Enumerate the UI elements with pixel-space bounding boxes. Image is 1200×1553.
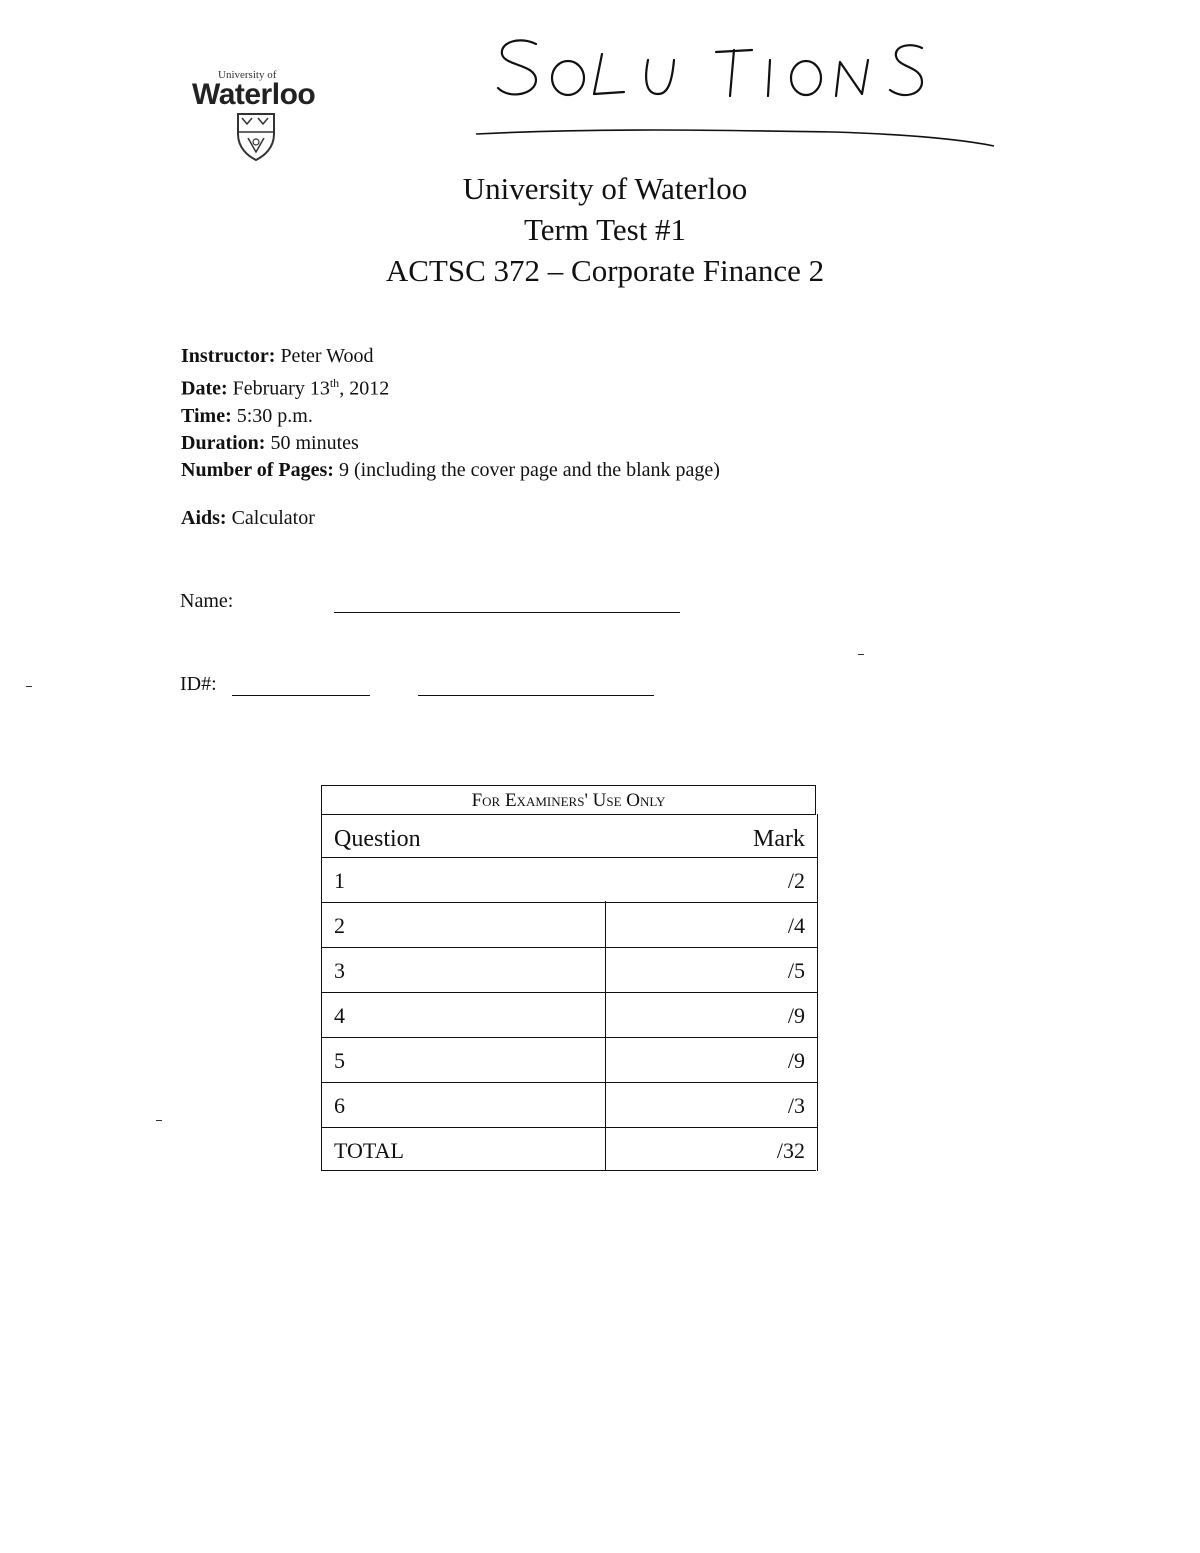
exam-info bbox=[181, 343, 720, 484]
exam-title-block bbox=[250, 168, 960, 291]
instructor-line bbox=[181, 343, 720, 370]
pages-line bbox=[181, 457, 720, 484]
table-bottom-border bbox=[321, 1170, 816, 1171]
name-label: Name: bbox=[180, 590, 234, 612]
table-row bbox=[321, 857, 818, 903]
total-mark[interactable]: /32 bbox=[776, 1138, 805, 1163]
scan-mark bbox=[26, 686, 32, 687]
name-field[interactable] bbox=[334, 612, 680, 613]
question-number: 3 bbox=[334, 958, 345, 983]
university-title: University of Waterloo bbox=[462, 171, 748, 206]
university-logo bbox=[190, 66, 330, 166]
handwritten-solutions bbox=[490, 30, 930, 110]
test-title: Term Test #1 bbox=[523, 212, 687, 247]
question-number: 1 bbox=[334, 868, 345, 893]
mark-column-header: Mark bbox=[753, 826, 805, 852]
id-label: ID#: bbox=[180, 673, 217, 695]
pages-value: 9 (including the cover page and the blank page) bbox=[338, 458, 720, 481]
question-mark[interactable]: /2 bbox=[787, 868, 805, 893]
aids-line bbox=[181, 507, 315, 530]
duration-label: Duration: bbox=[181, 431, 266, 454]
logo-wordmark: Waterloo bbox=[192, 78, 316, 111]
pages-label: Number of Pages: bbox=[181, 458, 334, 481]
total-label: TOTAL bbox=[334, 1138, 404, 1163]
logo-small-text: University of bbox=[218, 69, 277, 81]
time-line bbox=[181, 403, 720, 430]
question-mark[interactable]: /5 bbox=[787, 958, 805, 983]
instructor-value: Peter Wood bbox=[280, 345, 374, 367]
table-row bbox=[321, 947, 818, 993]
instructor-label: Instructor: bbox=[181, 345, 276, 367]
question-number: 2 bbox=[334, 913, 345, 938]
date-value: February 13 bbox=[232, 377, 330, 400]
scan-mark bbox=[156, 1120, 162, 1121]
scan-mark bbox=[858, 654, 864, 655]
time-label: Time: bbox=[181, 404, 232, 427]
course-title: ACTSC 372 – Corporate Finance 2 bbox=[385, 253, 825, 288]
table-row-total bbox=[321, 1127, 818, 1171]
handwritten-underline bbox=[474, 126, 999, 150]
question-number: 4 bbox=[334, 1003, 345, 1028]
question-number: 5 bbox=[334, 1048, 345, 1073]
question-mark[interactable]: /9 bbox=[787, 1003, 805, 1028]
table-header-row bbox=[321, 814, 818, 857]
date-line bbox=[181, 370, 720, 403]
time-value: 5:30 p.m. bbox=[236, 404, 313, 427]
column-divider bbox=[605, 901, 606, 1171]
duration-line bbox=[181, 430, 720, 457]
aids-label: Aids: bbox=[181, 507, 227, 529]
question-mark[interactable]: /4 bbox=[787, 913, 805, 938]
date-label: Date: bbox=[181, 377, 228, 400]
question-column-header: Question bbox=[334, 826, 421, 852]
table-row bbox=[321, 992, 818, 1038]
crest-icon bbox=[234, 110, 278, 162]
aids-value: Calculator bbox=[231, 507, 315, 529]
question-mark[interactable]: /3 bbox=[787, 1093, 805, 1118]
duration-value: 50 minutes bbox=[270, 431, 359, 454]
id-field-part2[interactable] bbox=[418, 695, 654, 696]
question-mark[interactable]: /9 bbox=[787, 1048, 805, 1073]
examiners-table-title: For Examiners' Use Only bbox=[321, 785, 816, 815]
date-ordinal: th bbox=[329, 376, 340, 390]
table-row bbox=[321, 1082, 818, 1128]
date-year: , 2012 bbox=[339, 377, 390, 400]
id-field-part1[interactable] bbox=[232, 695, 370, 696]
table-row bbox=[321, 1037, 818, 1083]
table-row bbox=[321, 902, 818, 948]
question-number: 6 bbox=[334, 1093, 345, 1118]
